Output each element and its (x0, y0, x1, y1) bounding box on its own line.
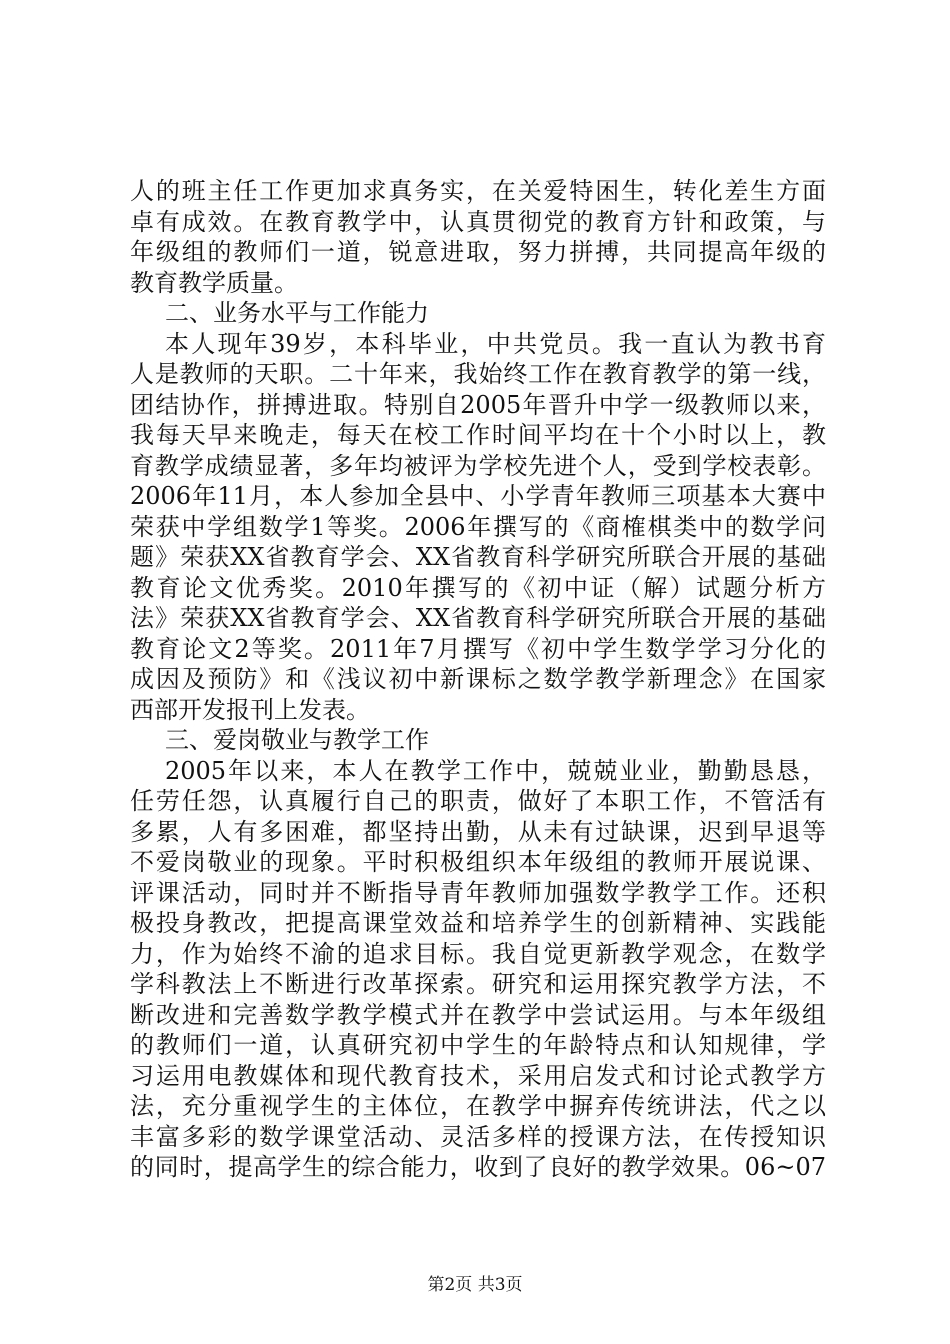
text-line: 力，作为始终不渝的追求目标。我自觉更新教学观念，在数学 (130, 939, 826, 968)
text-line: 本人现年39岁，本科毕业，中共党员。我一直认为教书育 (165, 329, 826, 358)
text-line: 法》荣获XX省教育学会、XX省教育科学研究所联合开展的基础 (130, 604, 826, 632)
text-line: 卓有成效。在教育教学中，认真贯彻党的教育方针和政策，与 (130, 207, 826, 236)
text-line: 的教师们一道，认真研究初中学生的年龄特点和认知规律，学 (130, 1031, 826, 1059)
section-heading: 二、业务水平与工作能力 (165, 299, 429, 327)
text-line: 教育教学质量。 (130, 268, 298, 297)
text-line: 多累，人有多困难，都坚持出勤，从未有过缺课，迟到早退等 (130, 817, 826, 846)
text-line: 评课活动，同时并不断指导青年教师加强数学教学工作。还积 (130, 878, 826, 907)
text-line: 不爱岗敬业的现象。平时积极组织本年级组的教师开展说课、 (130, 848, 826, 876)
text-line: 年级组的教师们一道，锐意进取，努力拼搏，共同提高年级的 (130, 238, 826, 266)
section-heading: 三、爱岗敬业与教学工作 (165, 726, 429, 754)
text-line: 2006年11月，本人参加全县中、小学青年教师三项基本大赛中 (130, 482, 826, 510)
document-body (130, 176, 826, 1183)
text-line: 人的班主任工作更加求真务实，在关爱特困生，转化差生方面 (130, 177, 826, 205)
text-line: 学科教法上不断进行改革探索。研究和运用探究教学方法，不 (130, 970, 826, 998)
page-number-footer: 第2页 共3页 (427, 1275, 523, 1295)
text-line: 团结协作，拼搏进取。特别自2005年晋升中学一级教师以来， (130, 390, 826, 419)
text-line: 教育论文2等奖。2011年7月撰写《初中学生数学学习分化的 (130, 634, 826, 663)
text-line: 极投身教改，把提高课堂效益和培养学生的创新精神、实践能 (130, 909, 826, 937)
text-line: 任劳任怨，认真履行自己的职责，做好了本职工作，不管活有 (130, 787, 826, 815)
text-line: 荣获中学组数学1等奖。2006年撰写的《商榷棋类中的数学问 (130, 512, 826, 541)
text-line: 成因及预防》和《浅议初中新课标之数学教学新理念》在国家 (130, 665, 826, 693)
text-line: 我每天早来晚走，每天在校工作时间平均在十个小时以上，教 (130, 421, 826, 449)
text-line: 断改进和完善数学教学模式并在教学中尝试运用。与本年级组 (130, 1000, 826, 1029)
text-line: 丰富多彩的数学课堂活动、灵活多样的授课方法，在传授知识 (130, 1122, 826, 1151)
text-line: 西部开发报刊上发表。 (130, 695, 370, 724)
text-line: 习运用电教媒体和现代教育技术，采用启发式和讨论式教学方 (130, 1061, 826, 1090)
text-line: 人是教师的天职。二十年来，我始终工作在教育教学的第一线， (130, 360, 826, 388)
text-line: 2005年以来，本人在教学工作中，兢兢业业，勤勤恳恳， (165, 756, 826, 785)
text-line: 法，充分重视学生的主体位，在教学中摒弃传统讲法，代之以 (130, 1092, 826, 1120)
text-line: 题》荣获XX省教育学会、XX省教育科学研究所联合开展的基础 (130, 543, 826, 571)
text-line: 的同时，提高学生的综合能力，收到了良好的教学效果。06~07 (130, 1153, 826, 1181)
text-line: 育教学成绩显著，多年均被评为学校先进个人，受到学校表彰。 (130, 451, 826, 480)
text-line: 教育论文优秀奖。2010年撰写的《初中证（解）试题分析方 (130, 573, 826, 602)
